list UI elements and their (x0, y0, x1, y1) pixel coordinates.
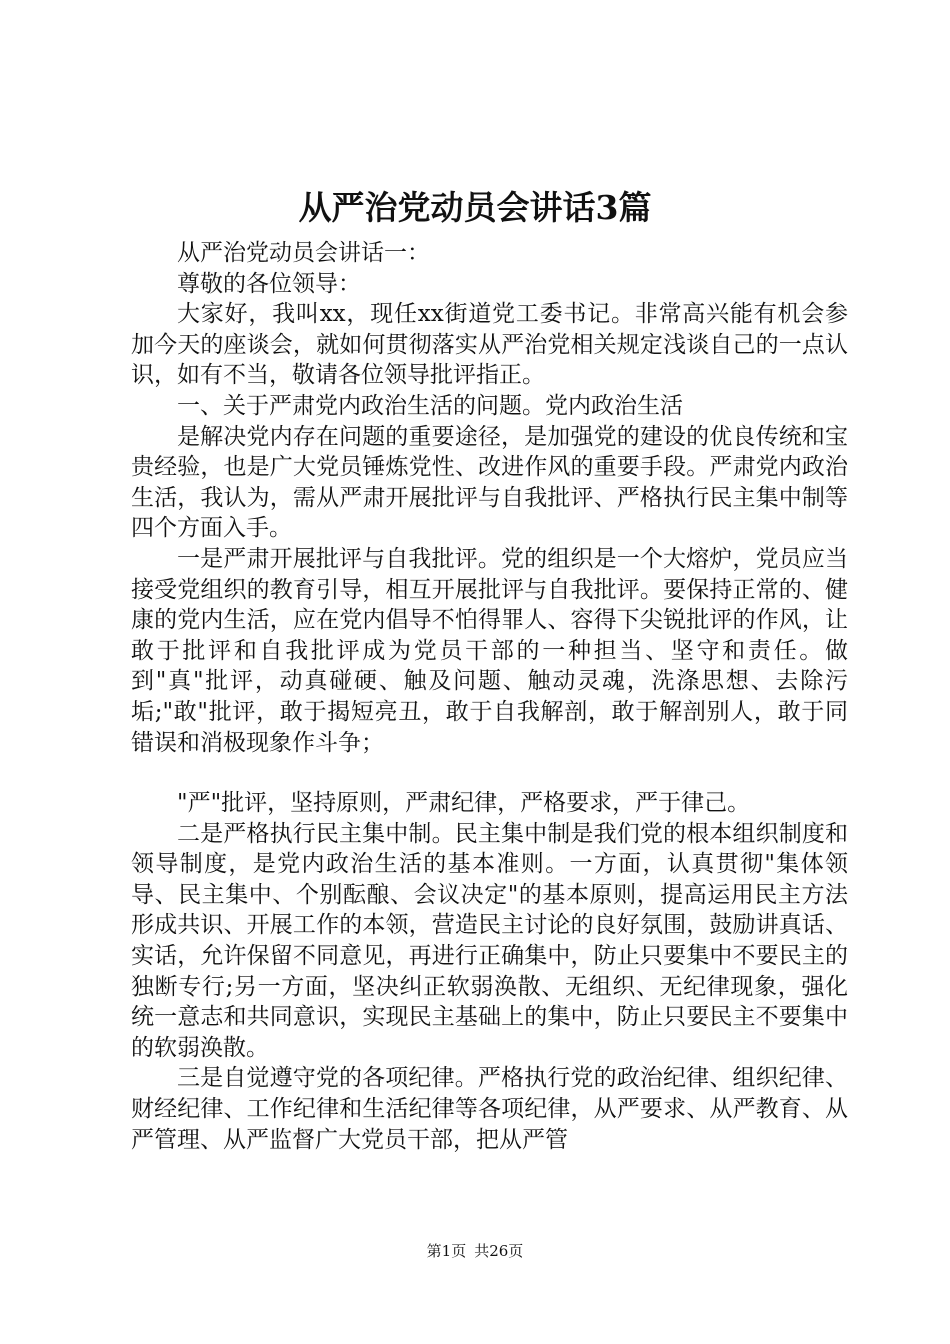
paragraph-criticism: 一是严肃开展批评与自我批评。党的组织是一个大熔炉，党员应当接受党组织的教育引导，相互开展批评与自我批评。要保持正常的、健康的党内生活，应在党内倡导不怕得罪人、容得下尖锐批评的作风，让敢于批评和自我批评成为党员干部的一种担当、坚守和责任。做到"真"批评，动真碰硬、触及问题、触动灵魂，洗涤思想、去除污垢;"敢"批评，敢于揭短亮丑，敢于自我解剖，敢于解剖别人，敢于同错误和消极现象作斗争； (131, 545, 848, 756)
paragraph-strict-criticism: "严"批评，坚持原则，严肃纪律，严格要求，严于律己。 (177, 790, 751, 817)
paragraph-salutation: 尊敬的各位领导： (177, 270, 361, 297)
page-total: 共26页 (474, 1242, 524, 1260)
paragraph-intro: 大家好，我叫xx，现任xx街道党工委书记。非常高兴能有机会参加今天的座谈会，就如何贯彻落实从严治党相关规定浅谈自己的一点认识，如有不当，敬请各位领导批评指正。 (131, 301, 848, 389)
paragraph-democratic-centralism: 二是严格执行民主集中制。民主集中制是我们党的根本组织制度和领导制度，是党内政治生活的基本准则。一方面，认真贯彻"集体领导、民主集中、个别酝酿、会议决定"的基本原则，提高运用民主方法形成共识、开展工作的本领，营造民主讨论的良好氛围，鼓励讲真话、实话，允许保留不同意见，再进行正确集中，防止只要集中不要民主的独断专行;另一方面，坚决纠正软弱涣散、无组织、无纪律现象，强化统一意志和共同意识，实现民主基础上的集中，防止只要民主不要集中的软弱涣散。 (131, 820, 848, 1061)
paragraph-heading: 从严治党动员会讲话一： (177, 240, 430, 266)
paragraph-section-one: 一、关于严肃党内政治生活的问题。党内政治生活 (177, 392, 683, 419)
document-body (131, 238, 848, 1155)
paragraph-discipline: 三是自觉遵守党的各项纪律。严格执行党的政治纪律、组织纪律、财经纪律、工作纪律和生活纪律等各项纪律，从严要求、从严教育、从严管理、从严监督广大党员干部，把从严管 (131, 1065, 848, 1153)
page-number: 第1页 (426, 1242, 467, 1260)
page-footer (0, 1241, 950, 1261)
document-title: 从严治党动员会讲话3篇 (298, 188, 652, 227)
paragraph-political-life: 是解决党内存在问题的重要途径，是加强党的建设的优良传统和宝贵经验，也是广大党员锤炼党性、改进作风的重要手段。严肃党内政治生活，我认为，需从严肃开展批评与自我批评、严格执行民主集中制等四个方面入手。 (131, 423, 848, 542)
